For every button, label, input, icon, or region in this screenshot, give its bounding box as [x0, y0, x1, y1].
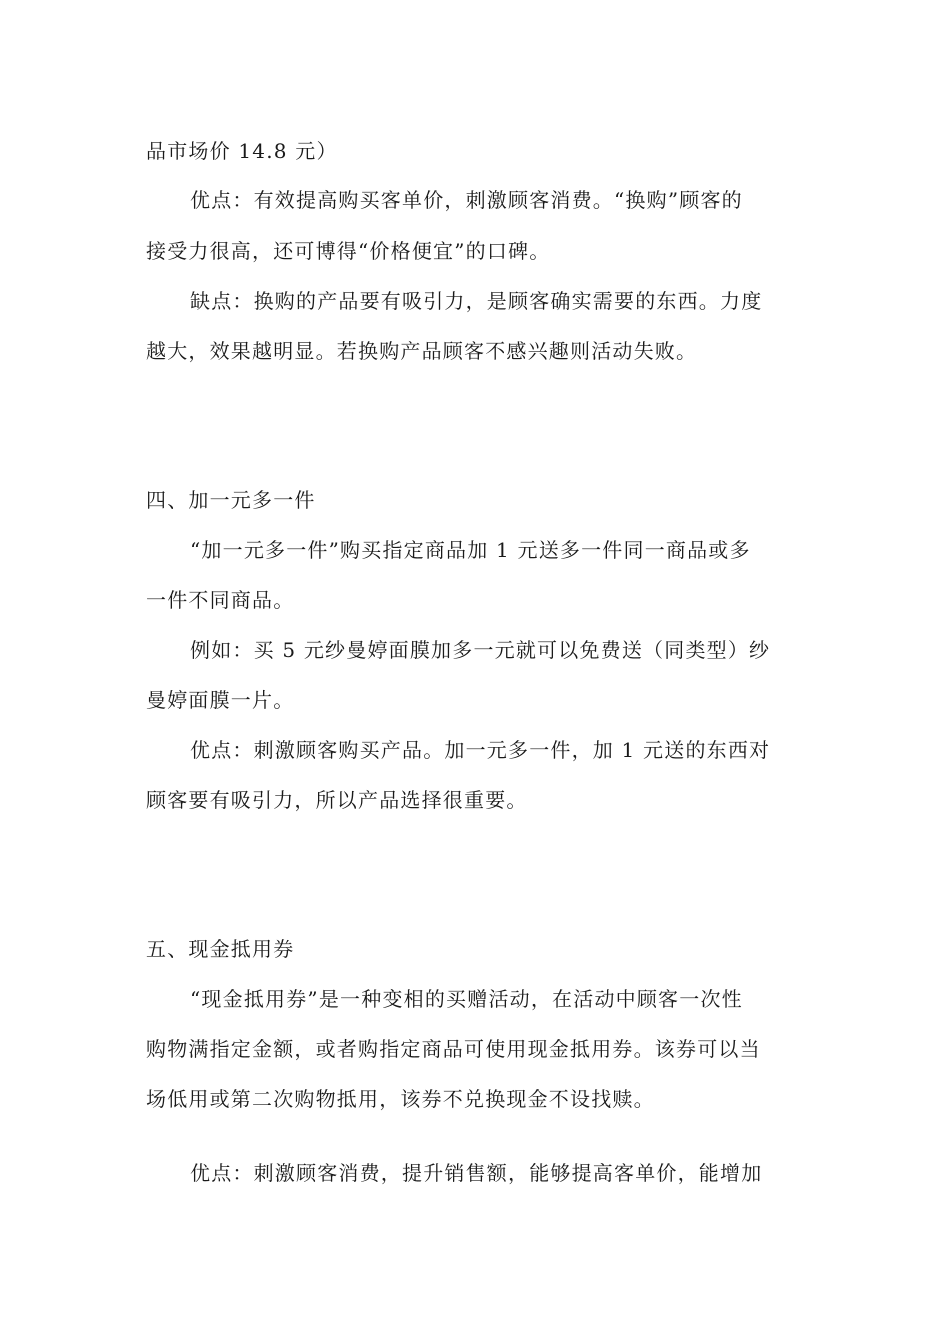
paragraph-line: “加一元多一件”购买指定商品加 1 元送多一件同一商品或多	[190, 538, 751, 562]
disadvantage-line: 缺点：换购的产品要有吸引力，是顾客确实需要的东西。力度	[190, 289, 763, 313]
paragraph-line: 曼婷面膜一片。	[146, 688, 295, 712]
paragraph-line: 越大，效果越明显。若换购产品顾客不感兴趣则活动失败。	[146, 339, 698, 363]
paragraph-line: “现金抵用券”是一种变相的买赠活动，在活动中顾客一次性	[190, 987, 743, 1011]
section-heading: 五、现金抵用券	[146, 937, 295, 961]
paragraph-line: 品市场价 14.8 元）	[146, 139, 338, 163]
advantage-line: 优点：有效提高购买客单价，刺激顾客消费。“换购”顾客的	[190, 188, 743, 212]
paragraph-line: 场低用或第二次购物抵用，该券不兑换现金不设找赎。	[146, 1087, 655, 1111]
advantage-line: 优点：刺激顾客消费，提升销售额，能够提高客单价，能增加	[190, 1161, 763, 1185]
example-line: 例如：买 5 元纱曼婷面膜加多一元就可以免费送（同类型）纱	[190, 638, 771, 662]
paragraph-line: 顾客要有吸引力，所以产品选择很重要。	[146, 788, 528, 812]
advantage-line: 优点：刺激顾客购买产品。加一元多一件，加 1 元送的东西对	[190, 738, 771, 762]
paragraph-line: 一件不同商品。	[146, 588, 295, 612]
section-heading: 四、加一元多一件	[146, 488, 316, 512]
paragraph-line: 接受力很高，还可博得“价格便宜”的口碑。	[146, 239, 551, 263]
paragraph-line: 购物满指定金额，或者购指定商品可使用现金抵用券。该券可以当	[146, 1037, 761, 1061]
